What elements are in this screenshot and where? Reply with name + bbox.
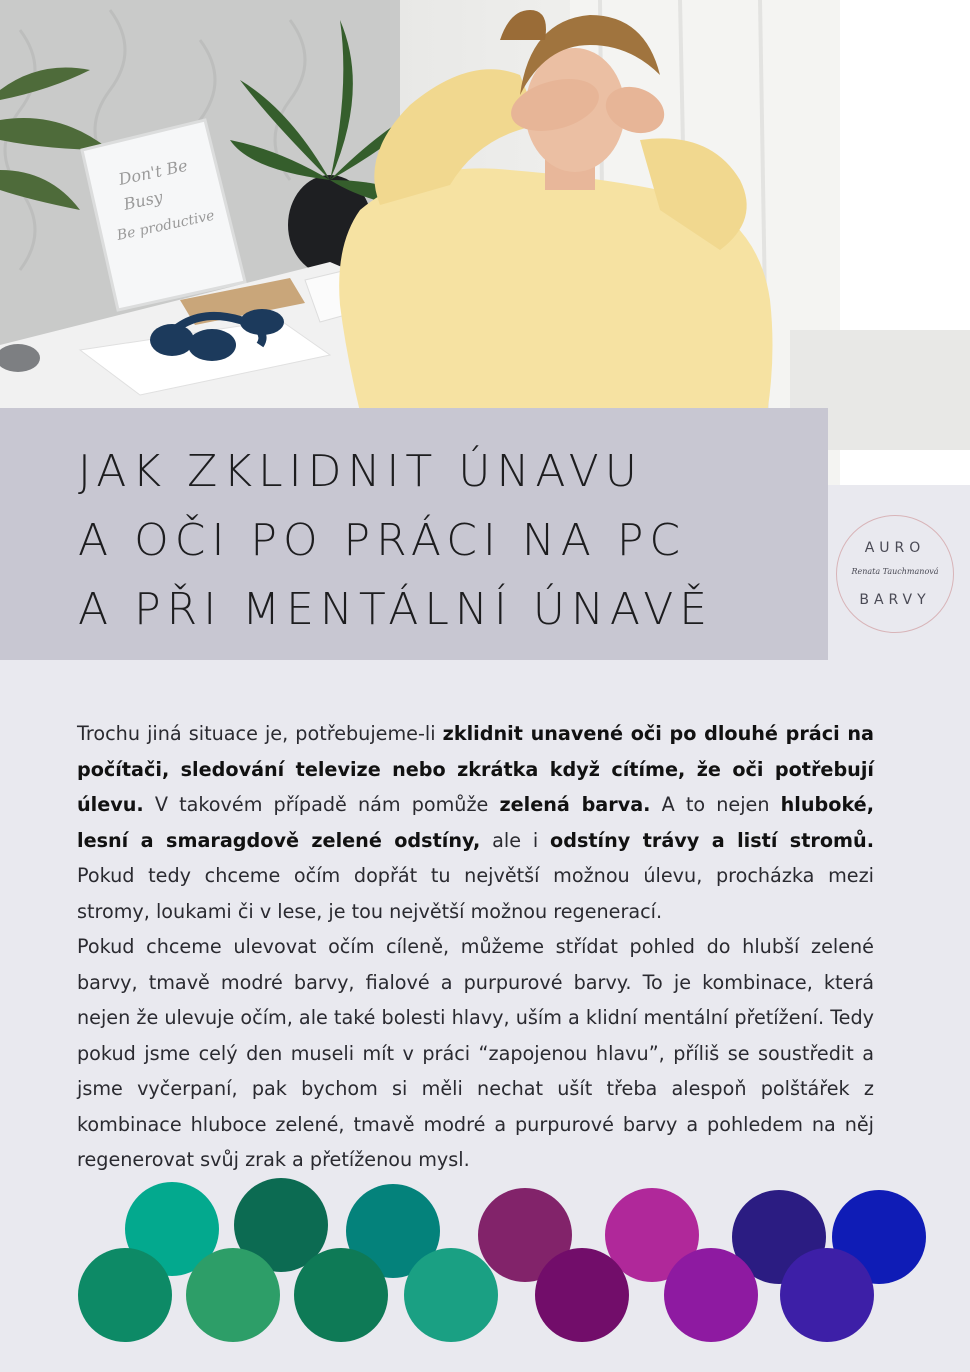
p1-bold-3: hluboké, lesní a smaragdově zelené odstíny, [77, 793, 874, 852]
swatch-green-4 [78, 1248, 172, 1342]
paragraph-1 [77, 716, 874, 929]
ponytail [500, 10, 546, 40]
swatch-purple-7 [780, 1248, 874, 1342]
p1-bold-2: zelená barva. [499, 793, 651, 816]
title-banner [0, 408, 828, 660]
color-swatches [0, 1170, 970, 1372]
swatch-purple-6 [664, 1248, 758, 1342]
whiteboard-line-2: Busy [121, 187, 165, 214]
logo-bottom-text: BARVY [859, 592, 931, 608]
swatch-green-6 [294, 1248, 388, 1342]
p1-bold-4: odstíny trávy a listí stromů. [550, 828, 874, 852]
p1-text-4: ale i [480, 828, 551, 852]
swatch-green-7 [404, 1248, 498, 1342]
p1-text-2: V takovém případě nám pomůže [143, 793, 500, 816]
p1-text-1: Trochu jiná situace je, potřebujeme-li [77, 722, 443, 745]
title-line-1: JAK ZKLIDNIT ÚNAVU [78, 446, 643, 497]
p1-text-3: A to nejen [650, 793, 781, 816]
paragraph-2: Pokud chceme ulevovat očím cíleně, můžeme střídat pohled do hlubší zelené barvy, tmavě modré barvy, fialové a purpurové barvy. To je kombinace, která nejen že ulevuje očím, ale také bolesti hlavy, uším a klidní mentální přetížení. Tedy pokud jsme celý den museli mít v práci “zapojenou hlavu”, příliš se soustředit a jsme vyčerpaní, pak bychom si měli nechat ušít třeba alespoň polštářek z kombinace hluboce zelené, tmavě modré a purpurové barvy a pohledem na něj regenerovat svůj zrak a přetíženou mysl. [77, 935, 874, 1171]
swatch-green-5 [186, 1248, 280, 1342]
logo-top-text: AURO [864, 540, 926, 556]
whiteboard-line-3: Be productive [115, 207, 216, 244]
article-body [77, 716, 874, 1178]
auro-barvy-logo [836, 515, 954, 633]
logo-signature: Renata Tauchmanová [851, 567, 939, 576]
headphone-cup-right [188, 329, 236, 361]
swatch-purple-5 [535, 1248, 629, 1342]
title-line-2: A OČI PO PRÁCI NA PC [78, 515, 687, 566]
headphone-cup-left [150, 324, 194, 356]
whiteboard-line-1: Don't Be [116, 155, 190, 189]
headphone-cup-back [240, 309, 284, 335]
title-line-3: A PŘI MENTÁLNÍ ÚNAVĚ [78, 584, 714, 635]
p1-bold-1: zklidnit unavené oči po dlouhé práci na počítači, sledování televize nebo zkrátka když cítíme, že oči potřebují úlevu. [77, 722, 874, 816]
p1-text-5: Pokud tedy chceme očím dopřát tu největší možnou úlevu, procházka mezi stromy, loukami či v lese, je tou největší možnou regenerací. [77, 864, 874, 923]
